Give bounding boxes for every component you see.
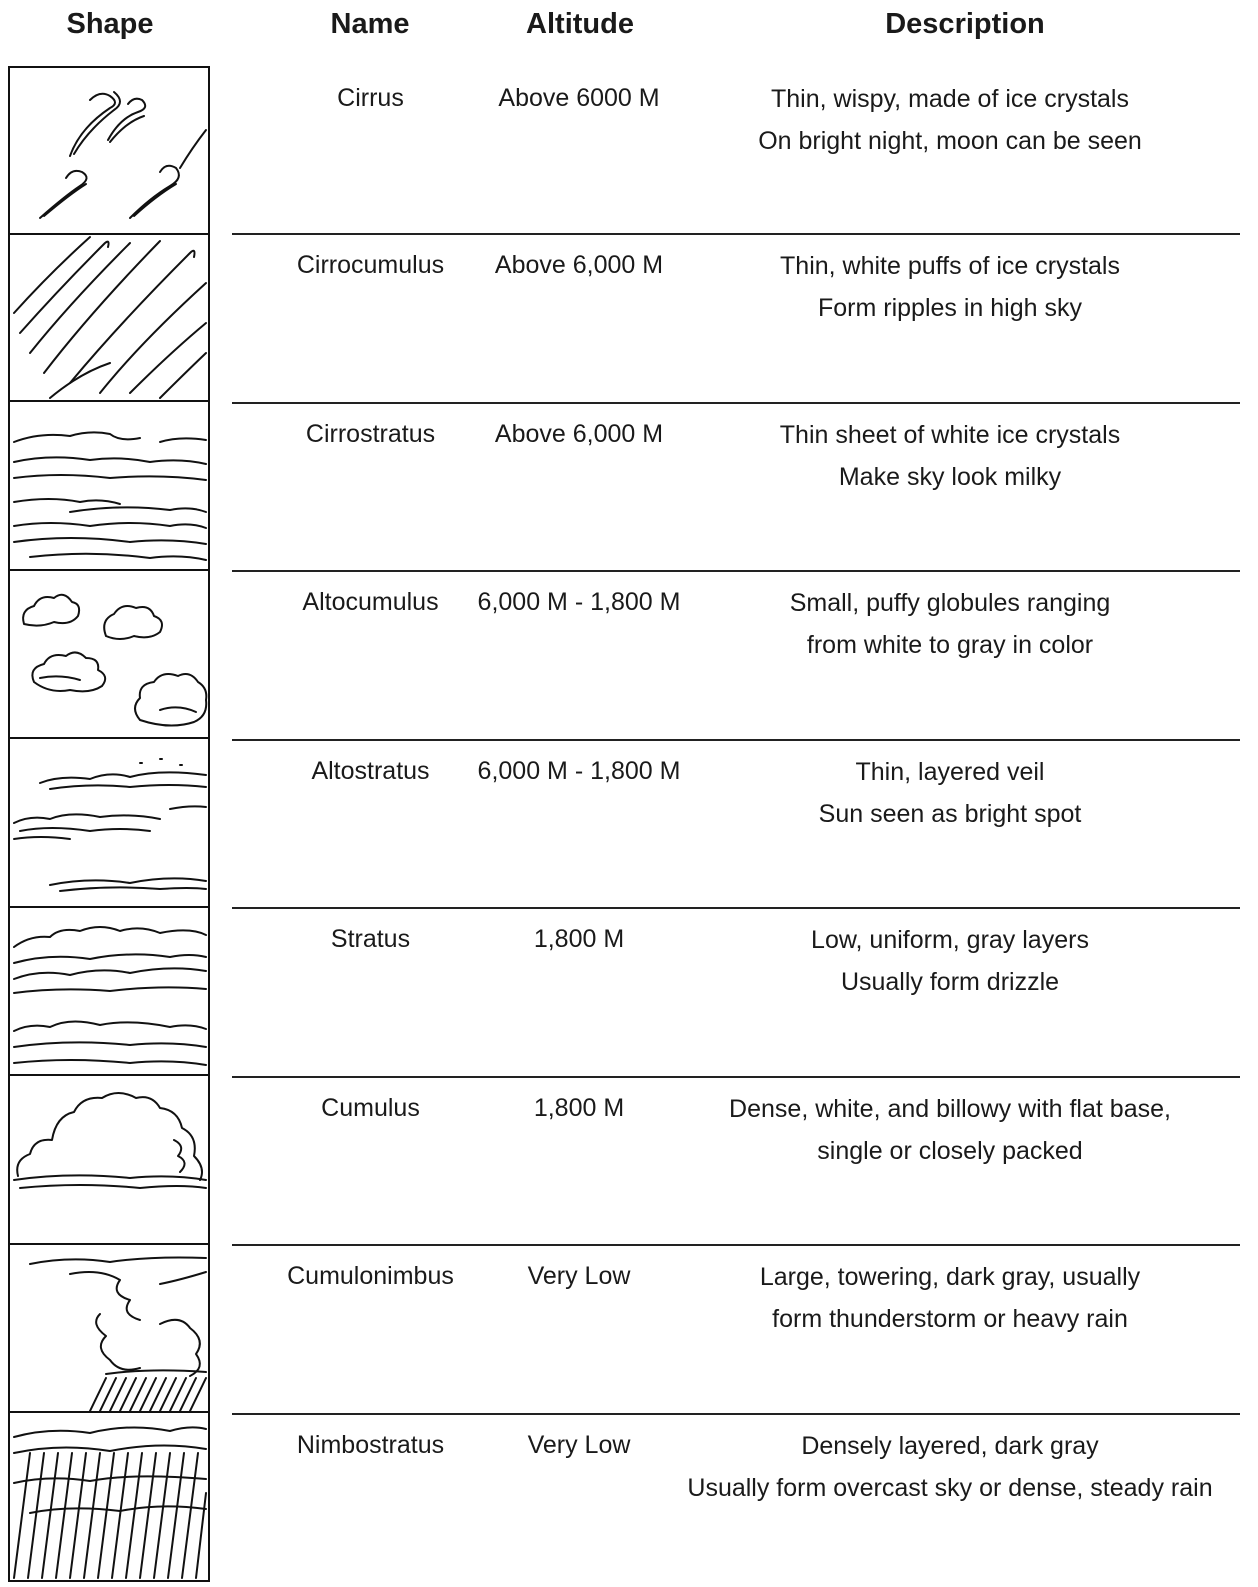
description-line-1: Dense, white, and billowy with flat base, (729, 1095, 1171, 1123)
cloud-name: Cirrocumulus (296, 251, 445, 279)
cloud-description (660, 751, 1240, 835)
cloud-description (660, 919, 1240, 1003)
description-line-2: On bright night, moon can be seen (758, 127, 1142, 155)
row-divider (232, 1244, 1240, 1246)
description-line-2: Usually form overcast sky or dense, steady rain (687, 1474, 1213, 1502)
description-line-1: Low, uniform, gray layers (811, 926, 1089, 954)
cirrocumulus-cloud-icon (10, 233, 208, 400)
cloud-name: Cirrus (337, 84, 404, 112)
cirrostratus-cloud-icon (10, 402, 208, 569)
cloud-name: Cumulus (321, 1094, 420, 1122)
cumulus-cloud-icon (10, 1076, 208, 1243)
row-divider (232, 1076, 1240, 1078)
cloud-description (660, 1256, 1240, 1340)
cloud-altitude: Above 6,000 M (494, 420, 664, 448)
stratus-cloud-icon (10, 907, 208, 1074)
description-line-2: single or closely packed (817, 1137, 1083, 1165)
description-line-1: Small, puffy globules ranging (789, 589, 1111, 617)
cirrus-cloud-icon (10, 68, 208, 233)
shape-cell (8, 233, 210, 402)
row-divider (232, 402, 1240, 404)
table-row (0, 66, 1258, 235)
shape-cell (8, 739, 210, 908)
description-line-2: Make sky look milky (838, 463, 1062, 491)
cloud-altitude: Above 6,000 M (494, 251, 664, 279)
shape-cell (8, 66, 210, 235)
cumulonimbus-cloud-icon (10, 1244, 208, 1411)
cloud-altitude: 6,000 M - 1,800 M (477, 757, 681, 785)
description-header: Description (885, 8, 1045, 40)
cloud-description (660, 414, 1240, 498)
table-row (0, 402, 1258, 571)
table-row (0, 907, 1258, 1076)
description-line-1: Densely layered, dark gray (801, 1432, 1099, 1460)
cloud-altitude: 6,000 M - 1,800 M (477, 588, 681, 616)
row-divider (232, 233, 1240, 235)
cloud-name: Stratus (330, 925, 411, 953)
cloud-description (660, 1425, 1240, 1509)
description-line-2: Sun seen as bright spot (818, 800, 1082, 828)
cloud-altitude: Above 6000 M (498, 84, 660, 112)
cloud-name: Altocumulus (302, 588, 439, 616)
table-row (0, 1244, 1258, 1413)
cloud-name: Cirrostratus (305, 420, 436, 448)
cloud-description (660, 245, 1240, 329)
cloud-name: Cumulonimbus (287, 1262, 454, 1290)
description-line-1: Thin sheet of white ice crystals (779, 421, 1121, 449)
cloud-description (660, 78, 1240, 162)
cloud-altitude: 1,800 M (533, 1094, 625, 1122)
description-line-1: Large, towering, dark gray, usually (759, 1263, 1141, 1291)
table-row (0, 570, 1258, 739)
cloud-description (660, 582, 1240, 666)
description-line-1: Thin, wispy, made of ice crystals (771, 85, 1129, 113)
shape-header: Shape (66, 8, 154, 40)
description-line-1: Thin, layered veil (855, 758, 1045, 786)
shape-cell (8, 907, 210, 1076)
row-divider (232, 570, 1240, 572)
shape-cell (8, 1413, 210, 1582)
table-row (0, 739, 1258, 908)
row-divider (232, 739, 1240, 741)
altitude-header: Altitude (526, 8, 634, 40)
shape-cell (8, 1076, 210, 1245)
altostratus-cloud-icon (10, 739, 208, 906)
description-line-1: Thin, white puffs of ice crystals (780, 252, 1120, 280)
cloud-altitude: Very Low (527, 1262, 631, 1290)
table-row (0, 233, 1258, 402)
description-line-2: from white to gray in color (806, 631, 1094, 659)
cloud-altitude: 1,800 M (533, 925, 625, 953)
table-row (0, 1413, 1258, 1582)
name-header: Name (330, 8, 410, 40)
shape-cell (8, 402, 210, 571)
cloud-altitude: Very Low (527, 1431, 631, 1459)
shape-cell (8, 570, 210, 739)
cloud-name: Nimbostratus (296, 1431, 445, 1459)
row-divider (232, 1413, 1240, 1415)
nimbostratus-cloud-icon (10, 1413, 208, 1580)
table-row (0, 1076, 1258, 1245)
cloud-name: Altostratus (311, 757, 430, 785)
shape-cell (8, 1244, 210, 1413)
description-line-2: form thunderstorm or heavy rain (772, 1305, 1128, 1333)
altocumulus-cloud-icon (10, 570, 208, 737)
description-line-2: Usually form drizzle (840, 968, 1060, 996)
description-line-2: Form ripples in high sky (818, 294, 1082, 322)
row-divider (232, 907, 1240, 909)
cloud-description (660, 1088, 1240, 1172)
